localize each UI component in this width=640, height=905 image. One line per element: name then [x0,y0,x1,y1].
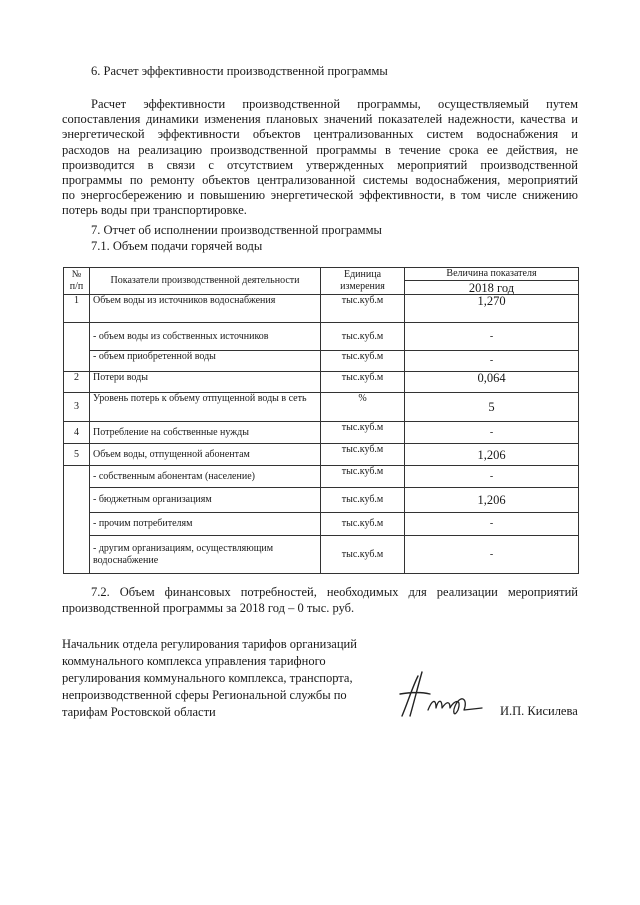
row-unit: тыс.куб.м [321,466,405,488]
row-name: Уровень потерь к объему отпущенной воды в сеть [90,393,321,422]
signer-line: непроизводственной сферы Региональной службы по [62,688,347,702]
row-unit: тыс.куб.м [321,372,405,393]
header-num: № п/п [64,268,90,295]
signer-line: Начальник отдела регулирования тарифов организаций [62,637,357,651]
row-num [64,323,90,372]
header-unit: Единица измерения [321,268,405,295]
row-value: - [405,536,579,574]
header-value-group: Величина показателя [405,268,579,281]
row-value: - [405,351,579,372]
table-row [64,513,579,536]
row-num: 4 [64,422,90,444]
row-num: 2 [64,372,90,393]
row-name: - бюджетным организациям [90,488,321,513]
table-row [64,393,579,422]
signer-line: регулирования коммунального комплекса, транспорта, [62,671,353,685]
header-indicator: Показатели производственной деятельности [90,268,321,295]
row-unit: тыс.куб.м [321,536,405,574]
row-name: - объем воды из собственных источников [90,323,321,351]
row-value: - [405,466,579,488]
section-7-1-title: 7.1. Объем подачи горячей воды [91,239,263,253]
row-name: Объем воды из источников водоснабжения [90,295,321,323]
table-row [64,295,579,323]
table-row [64,351,579,372]
row-value: 0,064 [405,372,579,393]
paragraph-line: производится в связи с отсутствием утвержденных мероприятий производственной [62,157,578,172]
row-unit: тыс.куб.м [321,513,405,536]
row-num [64,466,90,574]
section-6-title: 6. Расчет эффективности производственной программы [91,64,388,78]
paragraph-line: потерь воды при транспортировке. [62,203,247,218]
signer-position [62,636,382,721]
row-unit: тыс.куб.м [321,323,405,351]
paragraph-line: сопоставления динамики изменения плановых значений показателей надежности, качества и [62,112,578,127]
hot-water-supply-table [63,267,579,574]
signer-line: коммунального комплекса управления тарифного [62,654,326,668]
table-row [64,422,579,444]
table-row [64,323,579,351]
row-unit: тыс.куб.м [321,444,405,466]
paragraph-line: расходов на реализацию производственной программы в течение срока ее действия, не [62,142,578,157]
row-unit: тыс.куб.м [321,351,405,372]
handwritten-signature [392,664,498,722]
table-row [64,444,579,466]
row-unit: тыс.куб.м [321,488,405,513]
row-value: 5 [405,393,579,422]
row-value: - [405,513,579,536]
table-row [64,536,579,574]
header-year: 2018 год [405,281,579,295]
row-value: 1,206 [405,444,579,466]
paragraph-line: 7.2. Объем финансовых потребностей, необходимых для реализации мероприятий [91,585,578,599]
row-unit: тыс.куб.м [321,422,405,444]
section-7-title: 7. Отчет об исполнении производственной программы [91,223,382,237]
paragraph-line: производственной программы за 2018 год – 0 тыс. руб. [62,601,355,615]
paragraph-line: по энергосбережению и повышению энергетической эффективности, в том числе снижению [62,188,578,203]
paragraph-line: энергетической эффективности объектов централизованных систем водоснабжения и [62,127,578,142]
row-name: - прочим потребителям [90,513,321,536]
row-value: - [405,323,579,351]
table-row [64,466,579,488]
paragraph-line: программы по ремонту объектов централизованной системы водоснабжения, мероприятий [62,173,578,188]
row-unit: % [321,393,405,422]
paragraph-line: Расчет эффективности производственной программы, осуществляемый путем [91,97,578,111]
row-value: 1,270 [405,295,579,323]
table-row [64,372,579,393]
section-7-2-paragraph [62,584,578,616]
signer-name: И.П. Кисилева [500,704,578,718]
row-num: 3 [64,393,90,422]
signer-line: тарифам Ростовской области [62,705,216,719]
row-name: - другим организациям, осуществляющим водоснабжение [90,536,321,574]
row-name: Потребление на собственные нужды [90,422,321,444]
row-unit: тыс.куб.м [321,295,405,323]
row-value: - [405,422,579,444]
row-num: 5 [64,444,90,466]
row-name: - объем приобретенной воды [90,351,321,372]
row-name: Потери воды [90,372,321,393]
row-name: - собственным абонентам (население) [90,466,321,488]
row-name: Объем воды, отпущенной абонентам [90,444,321,466]
row-num: 1 [64,295,90,323]
table-row [64,488,579,513]
row-value: 1,206 [405,488,579,513]
section-6-paragraph [62,97,578,219]
